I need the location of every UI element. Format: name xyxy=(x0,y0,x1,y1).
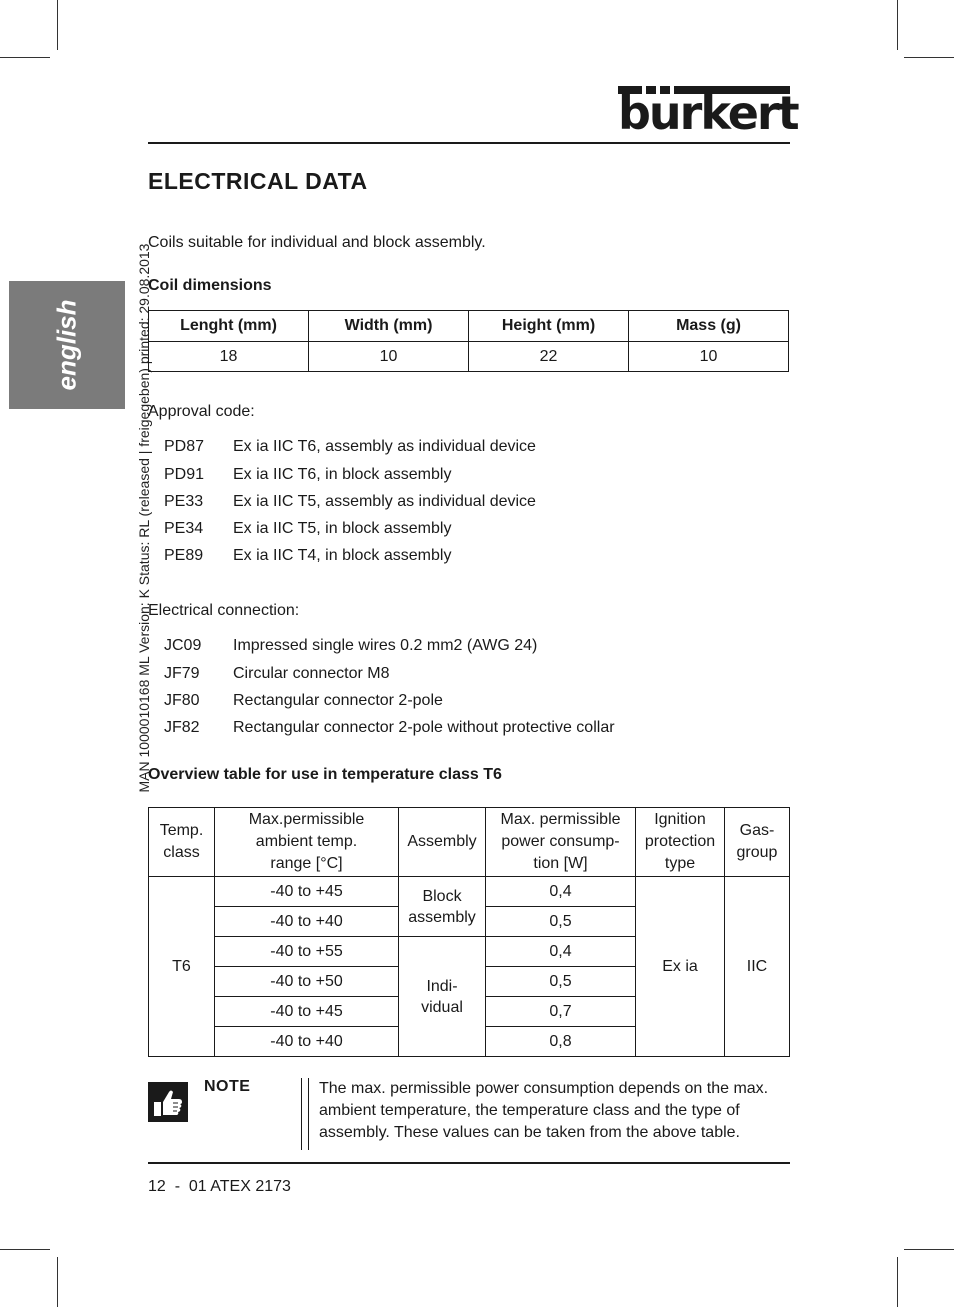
approval-code: PD91 xyxy=(164,466,205,483)
connection-code: JF79 xyxy=(164,665,200,682)
page-footer: 12 - 01 ATEX 2173 xyxy=(148,1178,291,1195)
crop-mark xyxy=(57,1257,58,1307)
electrical-label: Electrical connection: xyxy=(148,602,300,619)
note-text: The max. permissible power consumption depends on the max. ambient temperature, the temperature class and the type of assembly. These values can be taken from the above table. xyxy=(319,1080,769,1141)
header-cell: Mass (g) xyxy=(629,311,789,342)
approval-desc: Ex ia IIC T5, assembly as individual device xyxy=(233,493,536,510)
header-power: Max. permissible power consump- tion [W] xyxy=(486,808,636,877)
connection-code: JC09 xyxy=(164,637,202,654)
power-cell: 0,4 xyxy=(486,937,636,967)
intro-text: Coils suitable for individual and block assembly. xyxy=(148,234,486,251)
connection-desc: Circular connector M8 xyxy=(233,665,390,682)
table-cell: 10 xyxy=(629,342,789,372)
table-row xyxy=(149,877,790,907)
range-cell: -40 to +55 xyxy=(215,937,399,967)
crop-mark xyxy=(904,1249,954,1250)
header-cell: Height (mm) xyxy=(469,311,629,342)
header-cell: Width (mm) xyxy=(309,311,469,342)
range-cell: -40 to +45 xyxy=(215,877,399,907)
approval-list xyxy=(164,438,664,568)
connection-desc: Rectangular connector 2-pole xyxy=(233,692,443,709)
assembly-cell: Indi- vidual xyxy=(399,937,486,1057)
coil-dimensions-heading: Coil dimensions xyxy=(148,277,272,294)
header-assembly: Assembly xyxy=(399,808,486,877)
brand-logo xyxy=(618,86,798,142)
table-row xyxy=(149,342,789,372)
power-cell: 0,5 xyxy=(486,907,636,937)
header-cell: Lenght (mm) xyxy=(149,311,309,342)
range-cell: -40 to +40 xyxy=(215,1027,399,1057)
language-tab-label: english xyxy=(51,299,82,391)
connection-desc: Rectangular connector 2-pole without protective collar xyxy=(233,719,615,736)
table-cell: 10 xyxy=(309,342,469,372)
ignition-cell: Ex ia xyxy=(636,877,725,1057)
connection-code: JF80 xyxy=(164,692,200,709)
thumbs-up-icon xyxy=(148,1082,188,1122)
header-ignition: Ignition protection type xyxy=(636,808,725,877)
temp-class-cell: T6 xyxy=(149,877,215,1057)
header-ambient-range: Max.permissible ambient temp. range [°C] xyxy=(215,808,399,877)
crop-mark xyxy=(897,0,898,50)
approval-code: PD87 xyxy=(164,438,205,455)
power-cell: 0,4 xyxy=(486,877,636,907)
gas-group-cell: IIC xyxy=(725,877,790,1057)
range-cell: -40 to +50 xyxy=(215,967,399,997)
power-cell: 0,8 xyxy=(486,1027,636,1057)
power-cell: 0,5 xyxy=(486,967,636,997)
crop-mark xyxy=(897,1257,898,1307)
header-gas-group: Gas- group xyxy=(725,808,790,877)
header-rule xyxy=(148,142,790,144)
power-cell: 0,7 xyxy=(486,997,636,1027)
page-title: ELECTRICAL DATA xyxy=(148,168,368,194)
table-cell: 18 xyxy=(149,342,309,372)
overview-heading: Overview table for use in temperature class T6 xyxy=(148,766,502,783)
approval-label: Approval code: xyxy=(148,403,255,420)
coil-dimensions-table xyxy=(148,310,789,372)
approval-desc: Ex ia IIC T4, in block assembly xyxy=(233,547,452,564)
note-label: NOTE xyxy=(204,1078,251,1095)
approval-desc: Ex ia IIC T6, in block assembly xyxy=(233,466,452,483)
logo-text: burkert xyxy=(618,86,798,140)
approval-code: PE33 xyxy=(164,493,204,510)
connection-code: JF82 xyxy=(164,719,200,736)
crop-mark xyxy=(0,1249,50,1250)
approval-code: PE89 xyxy=(164,547,204,564)
crop-mark xyxy=(0,57,50,58)
connection-desc: Impressed single wires 0.2 mm2 (AWG 24) xyxy=(233,637,538,654)
crop-mark xyxy=(57,0,58,50)
table-header-row xyxy=(149,311,789,342)
assembly-cell: Block assembly xyxy=(399,877,486,937)
approval-desc: Ex ia IIC T5, in block assembly xyxy=(233,520,452,537)
range-cell: -40 to +45 xyxy=(215,997,399,1027)
language-tab xyxy=(9,281,125,409)
header-temp-class: Temp. class xyxy=(149,808,215,877)
electrical-list xyxy=(164,637,684,747)
overview-table xyxy=(148,807,790,1057)
table-header-row xyxy=(149,808,790,877)
note-divider xyxy=(301,1078,309,1150)
approval-desc: Ex ia IIC T6, assembly as individual device xyxy=(233,438,536,455)
table-cell: 22 xyxy=(469,342,629,372)
document-status-meta: MAN 1000010168 ML Version: K Status: RL (released | freigegeben) printed: 29.08.2013 xyxy=(136,243,152,793)
range-cell: -40 to +40 xyxy=(215,907,399,937)
crop-mark xyxy=(904,57,954,58)
footer-rule xyxy=(148,1162,790,1164)
approval-code: PE34 xyxy=(164,520,204,537)
